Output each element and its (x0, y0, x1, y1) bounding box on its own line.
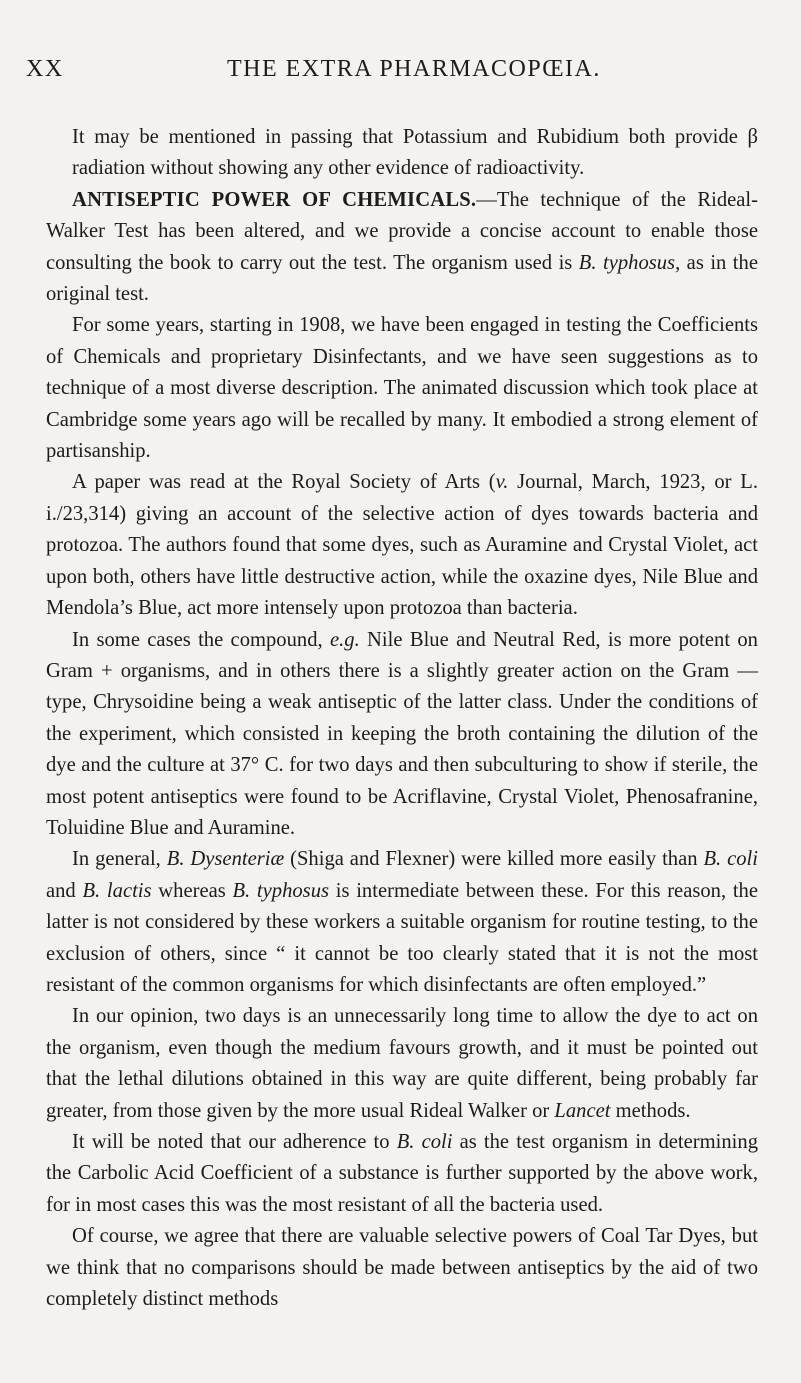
paragraph-text: In some cases the compound, (72, 628, 330, 651)
paragraph-text: In our opinion, two days is an unnecessarily long time to allow the dye to act on the organism, even though the medium favours growth, and it must be pointed out that the lethal dilutions obtained in this way are quite different, being probably far greater, from those given by the more usual Rideal Walker or (46, 1005, 758, 1122)
paragraph-text: whereas (151, 879, 233, 902)
paragraph-text: A paper was read at the Royal Society of Arts ( (72, 471, 496, 494)
italic-term: Lancet (554, 1099, 611, 1122)
italic-term: B. coli (703, 848, 758, 871)
paragraph-text: Journal, March, 1923, or L. i./23,314) giving an account of the selective action of dyes towards bacteria and protozoa. The authors found that some dyes, such as Auramine and Crystal Violet, act upon both, others have little destructive action, while the oxazine dyes, Nile Blue and Mendola’s Blue, act more intensely upon protozoa than bacteria. (46, 471, 758, 620)
paragraph-text: and (46, 879, 83, 902)
italic-term: B. typhosus (578, 251, 676, 274)
running-header (0, 48, 801, 88)
paragraph (46, 625, 758, 845)
paragraph-text: , as in the original test. (46, 251, 758, 306)
italic-term: B. typhosus (232, 879, 330, 902)
paragraph-text: In general, (72, 848, 167, 871)
italic-term: v. (495, 471, 509, 494)
italic-term: B. coli (396, 1131, 453, 1153)
paragraph-text: For some years, starting in 1908, we have been engaged in testing the Coefficients of Chemicals and proprietary Disinfectants, and we have seen suggestions as to technique of a most diverse description. The animated discussion which took place at Cambridge some years ago will be recalled by many. It embodied a strong element of partisanship. (46, 314, 758, 463)
paragraph-text: (Shiga and Flexner) were killed more easily than (284, 848, 704, 871)
paragraph (46, 122, 758, 185)
paragraph (46, 844, 758, 1001)
paragraph-text: Nile Blue and Neutral Red, is more potent on Gram + organisms, and in others there is a slightly greater action on the Gram — type, Chrysoidine being a weak antiseptic of the latter class. Under the conditions of the experiment, which consisted in keeping the broth containing the dilution of the dye and the culture at 37° C. for two days and then subculturing to show if sterile, the most potent antiseptics were found to be Acriflavine, Crystal Violet, Phenosafranine, Toluidine Blue and Auramine. (46, 628, 758, 839)
paragraph (46, 1127, 758, 1221)
paragraph-text: Of course, we agree that there are valuable selective powers of Coal Tar Dyes, but we think that no comparisons should be made between antiseptics by the aid of two completely distinct methods (46, 1225, 758, 1311)
italic-term: e.g. (329, 628, 360, 651)
paragraph (46, 310, 758, 467)
paragraph-text: as the test organism in determining the Carbolic Acid Coefficient of a substance is further supported by the above work, for in most cases this was the most resistant of all the bacteria used. (46, 1131, 759, 1216)
section-heading: ANTISEPTIC POWER OF CHEMICALS. (72, 188, 477, 211)
paragraph-text: is intermediate between these. For this reason, the latter is not considered by these workers a suitable organism for routine testing, to the exclusion of others, since “ it cannot be too clearly stated that it is not the most resistant of the common organisms for which disinfectants are often employed.” (46, 879, 758, 996)
paragraph-text: It may be mentioned in passing that Potassium and Rubidium both provide β radiation without showing any other evidence of radioactivity. (72, 126, 758, 180)
paragraph-text: methods. (610, 1099, 691, 1122)
section-paragraph (46, 185, 758, 311)
paragraph (46, 1221, 758, 1315)
italic-term: B. lactis (82, 879, 152, 902)
paragraph-text: —The technique of the Rideal-Walker Test has been altered, and we provide a concise account to enable those consulting the book to carry out the test. The organism used is (46, 188, 759, 274)
running-title: THE EXTRA PHARMACOPŒIA. (227, 56, 601, 82)
paragraph-text: It will be noted that our adherence to (72, 1131, 397, 1153)
body-text (46, 122, 758, 1315)
paragraph (46, 1001, 758, 1127)
italic-term: B. Dysenteriæ (166, 848, 285, 871)
paragraph (46, 467, 758, 624)
page-number: XX (26, 56, 64, 82)
